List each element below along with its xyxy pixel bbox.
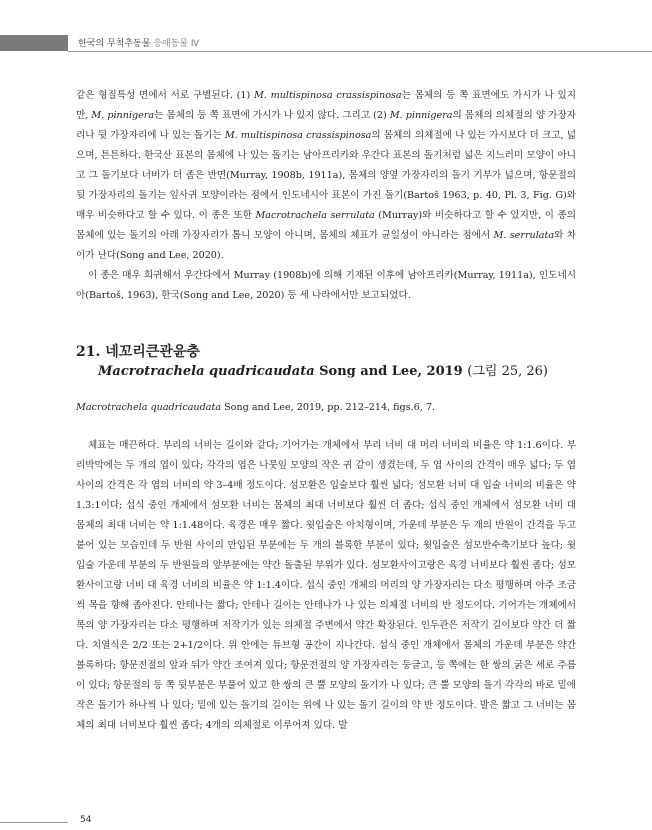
species-number: 21.	[76, 344, 101, 360]
figure-reference: (그림 25, 26)	[467, 364, 548, 379]
citation-species-name: Macrotrachela quadricaudata	[76, 402, 222, 413]
species-name-italic: M. pinnigera	[389, 110, 453, 121]
species-name-italic: M. pinnigera	[91, 110, 155, 121]
text-run: 같은 형질특성 면에서 서로 구별된다. (1)	[76, 90, 254, 101]
species-authority: Song and Lee, 2019	[319, 364, 463, 379]
text-run: (Murray)와 비슷하다고 할 수 있지만, 이 종의 몸체에 있는 돌기의 아래 가장자리가 톱니 모양이 아니며, 몸체의 체표가 균일성이 아니라는 점에서	[76, 210, 576, 241]
header-bar	[0, 35, 68, 51]
text-run: 는 몸체의 등 쪽 표면에도 가시가 나 있지만,	[76, 90, 577, 121]
paragraph-distribution: 이 종은 매우 희귀해서 우간다에서 Murray (1908b)에 의해 기재된 이후에 남아프리카(Murray, 1911a), 인도네시아(Bartoš, 1963), 한국(Song and Lee, 2020) 등 세 나라에서만 보고되었다.	[76, 270, 576, 301]
header-subtitle: 응애동물 Ⅳ	[153, 39, 200, 49]
species-korean-name: 네꼬리큰관윤충	[105, 344, 200, 360]
header-title: 한국의 무척추동물	[78, 39, 151, 49]
paragraph-comparison	[76, 86, 576, 266]
species-scientific-line	[76, 362, 576, 382]
synonymy-citation	[76, 398, 576, 418]
citation-reference: Song and Lee, 2019, pp. 212–214, figs.6, 7.	[221, 402, 436, 413]
page-number: 54	[80, 815, 92, 825]
text-run: 와 차이가 난다(Song and Lee, 2020).	[76, 230, 576, 261]
running-header	[78, 36, 199, 49]
species-name-italic: Macrotrachela serrulata	[255, 210, 375, 221]
species-name-italic: M. multispinosa crassispinosa	[254, 90, 402, 101]
footer-rule	[0, 822, 68, 823]
paragraph-description: 체표는 매끈하다. 부리의 너비는 길이와 같다; 기어가는 개체에서 부리 너비 대 머리 너비의 비율은 약 1:1.6이다. 부리박막에는 두 개의 엽이 있다; 각각의 엽은 나뭇잎 모양의 작은 귀 같이 생겼는데, 두 엽 사이의 간격이 매우 넓다; 두 엽 사이의 간격은 각 엽의 너비의 약 3–4배 정도이다. 섬모환은 입술보다 훨씬 넓다; 섬모환 너비 대 입술 너비의 비율은 약 1.3:1이다; 섭식 중인 개체에서 섬모환 너비는 몸체의 최대 너비보다 훨씬 더 좁다; 섭식 중인 개체에서 섬모환 너비 대 몸체의 최대 너비는 약 1:1.48이다. 육경은 매우 짧다. 윗입술은 아치형이며, 가운데 부분은 두 개의 반원이 간격을 두고 붙어 있는 모습인데 두 반원 사이의 만입된 부분에는 두 개의 볼록한 부분이 있다; 윗입술은 섬모반수축기보다 높다; 윗입술 가운데 부분의 두 반원들의 앞부분에는 약간 돌출된 부위가 있다. 섬모환사이고랑은 육경 너비보다 훨씬 좁다; 섬모환사이고랑 너비 대 육경 너비의 비율은 약 1:1.4이다. 섭식 중인 개체의 머리의 양 가장자리는 다소 평행하며 아주 조금씩 목을 향해 좁아진다. 안테나는 짧다; 안테나 길이는 안테나가 나 있는 의체절 너비의 반 정도이다. 기어가는 개체에서 목의 양 가장자리는 다소 평행하며 저작기가 있는 의체절 주변에서 약간 확장된다. 인두관은 저작기 길이보다 약간 더 짧다. 치열식은 2/2 또는 2+1/2이다. 위 안에는 튜브형 공간이 지나간다. 섭식 중인 개체에서 몸체의 가운데 부분은 약간 볼록하다; 항문전절의 앞과 뒤가 약간 조여져 있다; 항문전절의 양 가장자리는 둥글고, 등 쪽에는 한 쌍의 굵은 세로 주름이 있다; 항문절의 등 쪽 뒷부분은 부풀어 있고 한 쌍의 큰 뿔 모양의 돌기가 나 있다; 큰 뿔 모양의 돌기 각각의 바로 밑에 작은 돌기가 하나씩 나 있다; 밑에 있는 돌기의 길이는 위에 나 있는 돌기 길이의 약 반 정도이다. 발은 짧고 그 너비는 몸체의 최대 너비보다 훨씬 좁다; 4개의 의체절로 이루어져 있다. 발	[76, 440, 576, 731]
species-heading	[76, 342, 576, 382]
text-run: 의 몸체의 의체절에 나 있는 가시보다 더 크고, 넓으며, 튼튼하다. 한국산 표본의 몸체에 나 있는 돌기는 남아프리카와 우간다 표본의 돌기처럼 넓은 지느러미 모양이 아니고 그 돌기보다 너비가 더 좁은 반면(Murray, 1908b, 1911a), 몸체의 양옆 가장자리의 돌기 기부가 넓으며, 항문절의 뒷 가장자리의 돌기는 잎사귀 모양이라는 점에서 인도네시아 표본이 가진 돌기(Bartoš 1963, p. 40, Pl. 3, Fig. G)와 매우 비슷하다고 할 수 있다. 이 종은 또한	[76, 130, 576, 221]
page-content	[76, 86, 576, 736]
species-scientific-name: Macrotrachela quadricaudata	[98, 364, 315, 379]
text-run: 는 몸체의 등 쪽 표면에 가시가 나 있지 않다. 그리고 (2)	[154, 110, 390, 121]
text-run: 의 몸체의 의체절의 양 가장자리나 뒷 가장자리에 나 있는 돌기는	[76, 110, 576, 141]
header-rule	[68, 51, 652, 52]
species-name-italic: M. serrulata	[493, 230, 555, 241]
species-name-italic: M. multispinosa crassispinosa	[224, 130, 372, 141]
species-title	[76, 342, 576, 362]
